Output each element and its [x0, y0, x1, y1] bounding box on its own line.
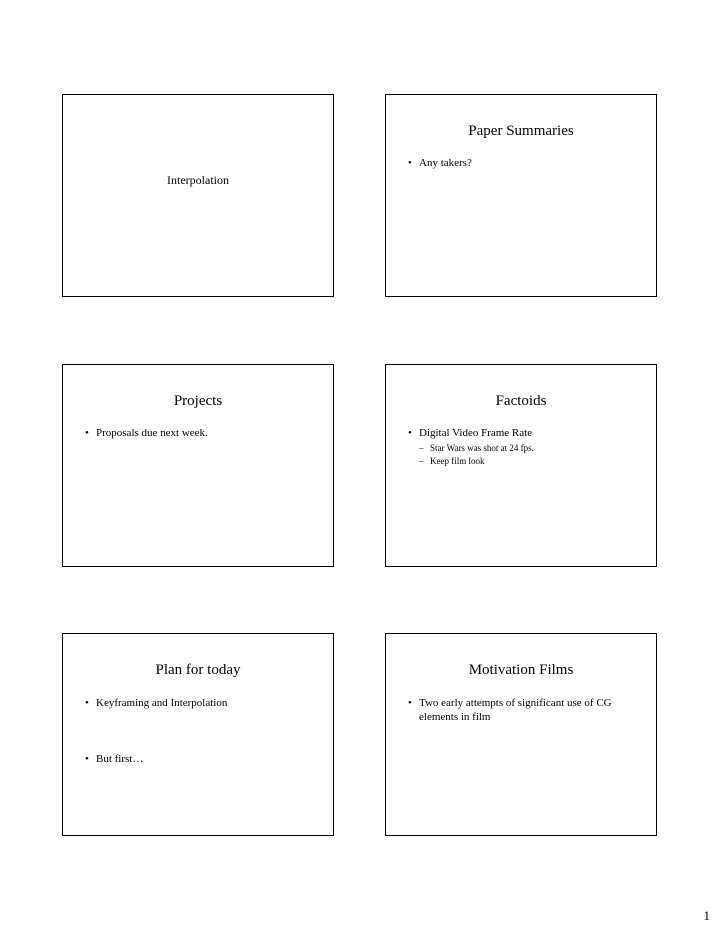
- slide-6: [385, 633, 657, 836]
- page-number: 1: [703, 908, 710, 923]
- sub-bullets: [419, 442, 638, 468]
- bullet-item: • But first…: [85, 752, 333, 766]
- slide-5-bullets: [63, 696, 333, 766]
- slide-6-title: Motivation Films: [468, 662, 574, 678]
- slide-2-title: Paper Summaries: [468, 123, 574, 139]
- slide-2-bullets: [386, 156, 656, 170]
- slide-1-title: Interpolation: [167, 173, 229, 187]
- slide-5: [62, 633, 334, 836]
- sub-bullet-item: – Keep film look: [419, 455, 638, 468]
- bullet-text: Digital Video Frame Rate: [419, 427, 533, 439]
- slide-3-title: Projects: [173, 393, 223, 409]
- sub-bullet-item: – Star Wars was shot at 24 fps.: [419, 442, 638, 455]
- slide-5-title: Plan for today: [155, 662, 241, 678]
- slide-3: [62, 364, 334, 567]
- bullet-item: • Any takers?: [408, 156, 656, 170]
- bullet-item: • Proposals due next week.: [85, 426, 333, 440]
- bullet-item: • Two early attempts of significant use of CG elements in film: [408, 696, 656, 724]
- slide-4: [385, 364, 657, 567]
- bullet-item: • Keyframing and Interpolation: [85, 696, 333, 710]
- slide-2: [385, 94, 657, 297]
- slide-3-bullets: [63, 426, 333, 440]
- slide-1: [62, 94, 334, 297]
- slide-4-title: Factoids: [495, 393, 547, 409]
- slide-6-bullets: [386, 696, 656, 724]
- bullet-item: [408, 426, 656, 468]
- slide-4-bullets: [386, 426, 656, 468]
